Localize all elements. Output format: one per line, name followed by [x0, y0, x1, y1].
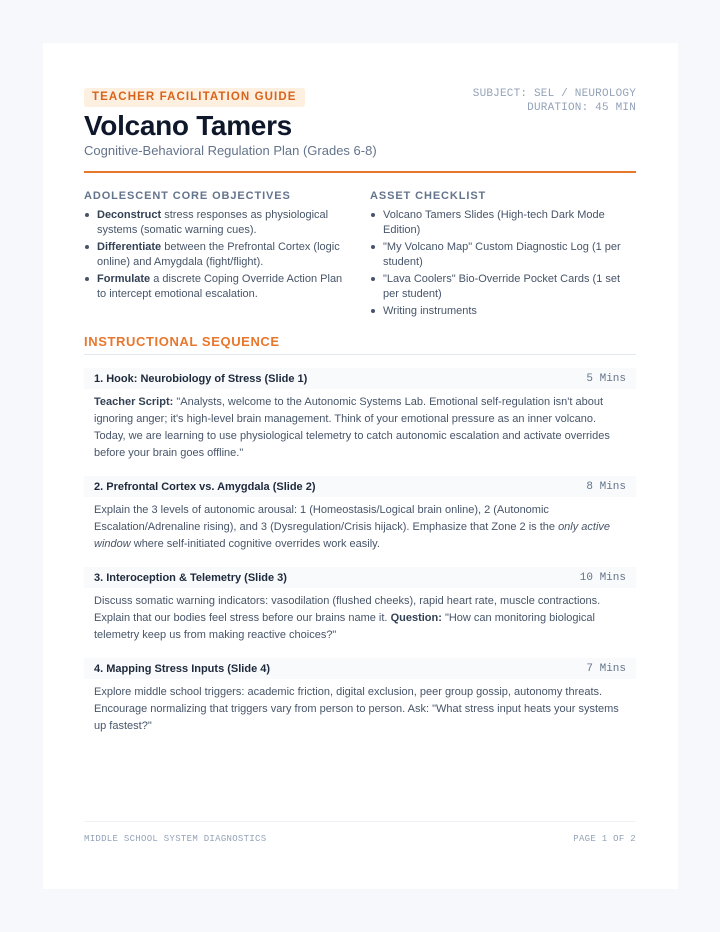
guide-badge: TEACHER FACILITATION GUIDE [84, 88, 305, 107]
document-page [43, 43, 678, 889]
objectives-heading: ADOLESCENT CORE OBJECTIVES [84, 190, 291, 202]
step-description: Explain the 3 levels of autonomic arousal: 1 (Homeostasis/Logical brain online), 2 (Autonomic Escalation/Adrenaline rising), and 3 (Dysregulation/Crisis hijack). Emphasize that Zone 2 is the only active window where self-initiated cognitive overrides work easily. [94, 504, 611, 550]
step-title: 2. Prefrontal Cortex vs. Amygdala (Slide 2) [94, 480, 316, 493]
header-divider [84, 171, 636, 173]
step-header [84, 658, 636, 679]
step-header [84, 476, 636, 497]
step-duration: 5 Mins [586, 372, 626, 385]
objectives-section [84, 189, 352, 304]
step-title: 3. Interoception & Telemetry (Slide 3) [94, 571, 287, 584]
duration-label: DURATION: 45 MIN [527, 102, 636, 114]
step-block [84, 476, 636, 553]
instructional-steps [84, 368, 636, 749]
asset-checklist-heading: ASSET CHECKLIST [370, 190, 487, 202]
step-description: Explore middle school triggers: academic friction, digital exclusion, peer group gossip, autonomy threats. Encourage normalizing that triggers vary from person to person. Ask: "What stress input heats your systems up fastest?" [94, 686, 619, 732]
objective-item: Deconstruct stress responses as physiological systems (somatic warning cues). [84, 208, 352, 237]
page-footer [84, 834, 636, 844]
asset-item: "Lava Coolers" Bio-Override Pocket Cards (1 set per student) [370, 272, 635, 301]
objective-item: Differentiate between the Prefrontal Cortex (logic online) and Amygdala (fight/flight). [84, 240, 352, 269]
sequence-divider [84, 354, 636, 355]
step-title: 4. Mapping Stress Inputs (Slide 4) [94, 662, 271, 675]
asset-item: "My Volcano Map" Custom Diagnostic Log (1 per student) [370, 240, 635, 269]
step-duration: 8 Mins [586, 480, 626, 493]
subject-label: SUBJECT: SEL / NEUROLOGY [472, 88, 636, 100]
asset-item: Volcano Tamers Slides (High-tech Dark Mode Edition) [370, 208, 635, 237]
page-subtitle: Cognitive-Behavioral Regulation Plan (Grades 6-8) [84, 143, 377, 158]
step-header [84, 368, 636, 389]
step-title: 1. Hook: Neurobiology of Stress (Slide 1) [94, 372, 308, 385]
meta-info [473, 87, 636, 115]
page-title: Volcano Tamers [84, 110, 292, 141]
step-duration: 7 Mins [586, 662, 626, 675]
step-header [84, 567, 636, 588]
step-description: Teacher Script: "Analysts, welcome to the Autonomic Systems Lab. Emotional self-regulation isn't about ignoring anger; it's high-level brain management. Think of your emotional pressure as an inner volcano. Today, we are learning to use physiological telemetry to catch autonomic escalation and activate overrides before your brain goes offline." [94, 396, 610, 459]
sequence-heading: INSTRUCTIONAL SEQUENCE [84, 334, 280, 349]
asset-item: Writing instruments [370, 304, 635, 319]
footer-label: MIDDLE SCHOOL SYSTEM DIAGNOSTICS [84, 834, 267, 844]
page-number: PAGE 1 OF 2 [573, 834, 636, 844]
objective-item: Formulate a discrete Coping Override Action Plan to intercept emotional escalation. [84, 272, 352, 301]
step-duration: 10 Mins [579, 571, 626, 584]
step-block [84, 368, 636, 462]
step-block [84, 567, 636, 644]
step-block [84, 658, 636, 735]
step-description: Discuss somatic warning indicators: vasodilation (flushed cheeks), rapid heart rate, muscle contractions. Explain that our bodies feel stress before our brains name it. Question: "How can monitoring biological telemetry keep us from making reactive choices?" [94, 595, 601, 641]
asset-list [370, 208, 635, 319]
objectives-list [84, 208, 352, 301]
asset-checklist-section [370, 189, 635, 322]
footer-divider [84, 821, 636, 822]
